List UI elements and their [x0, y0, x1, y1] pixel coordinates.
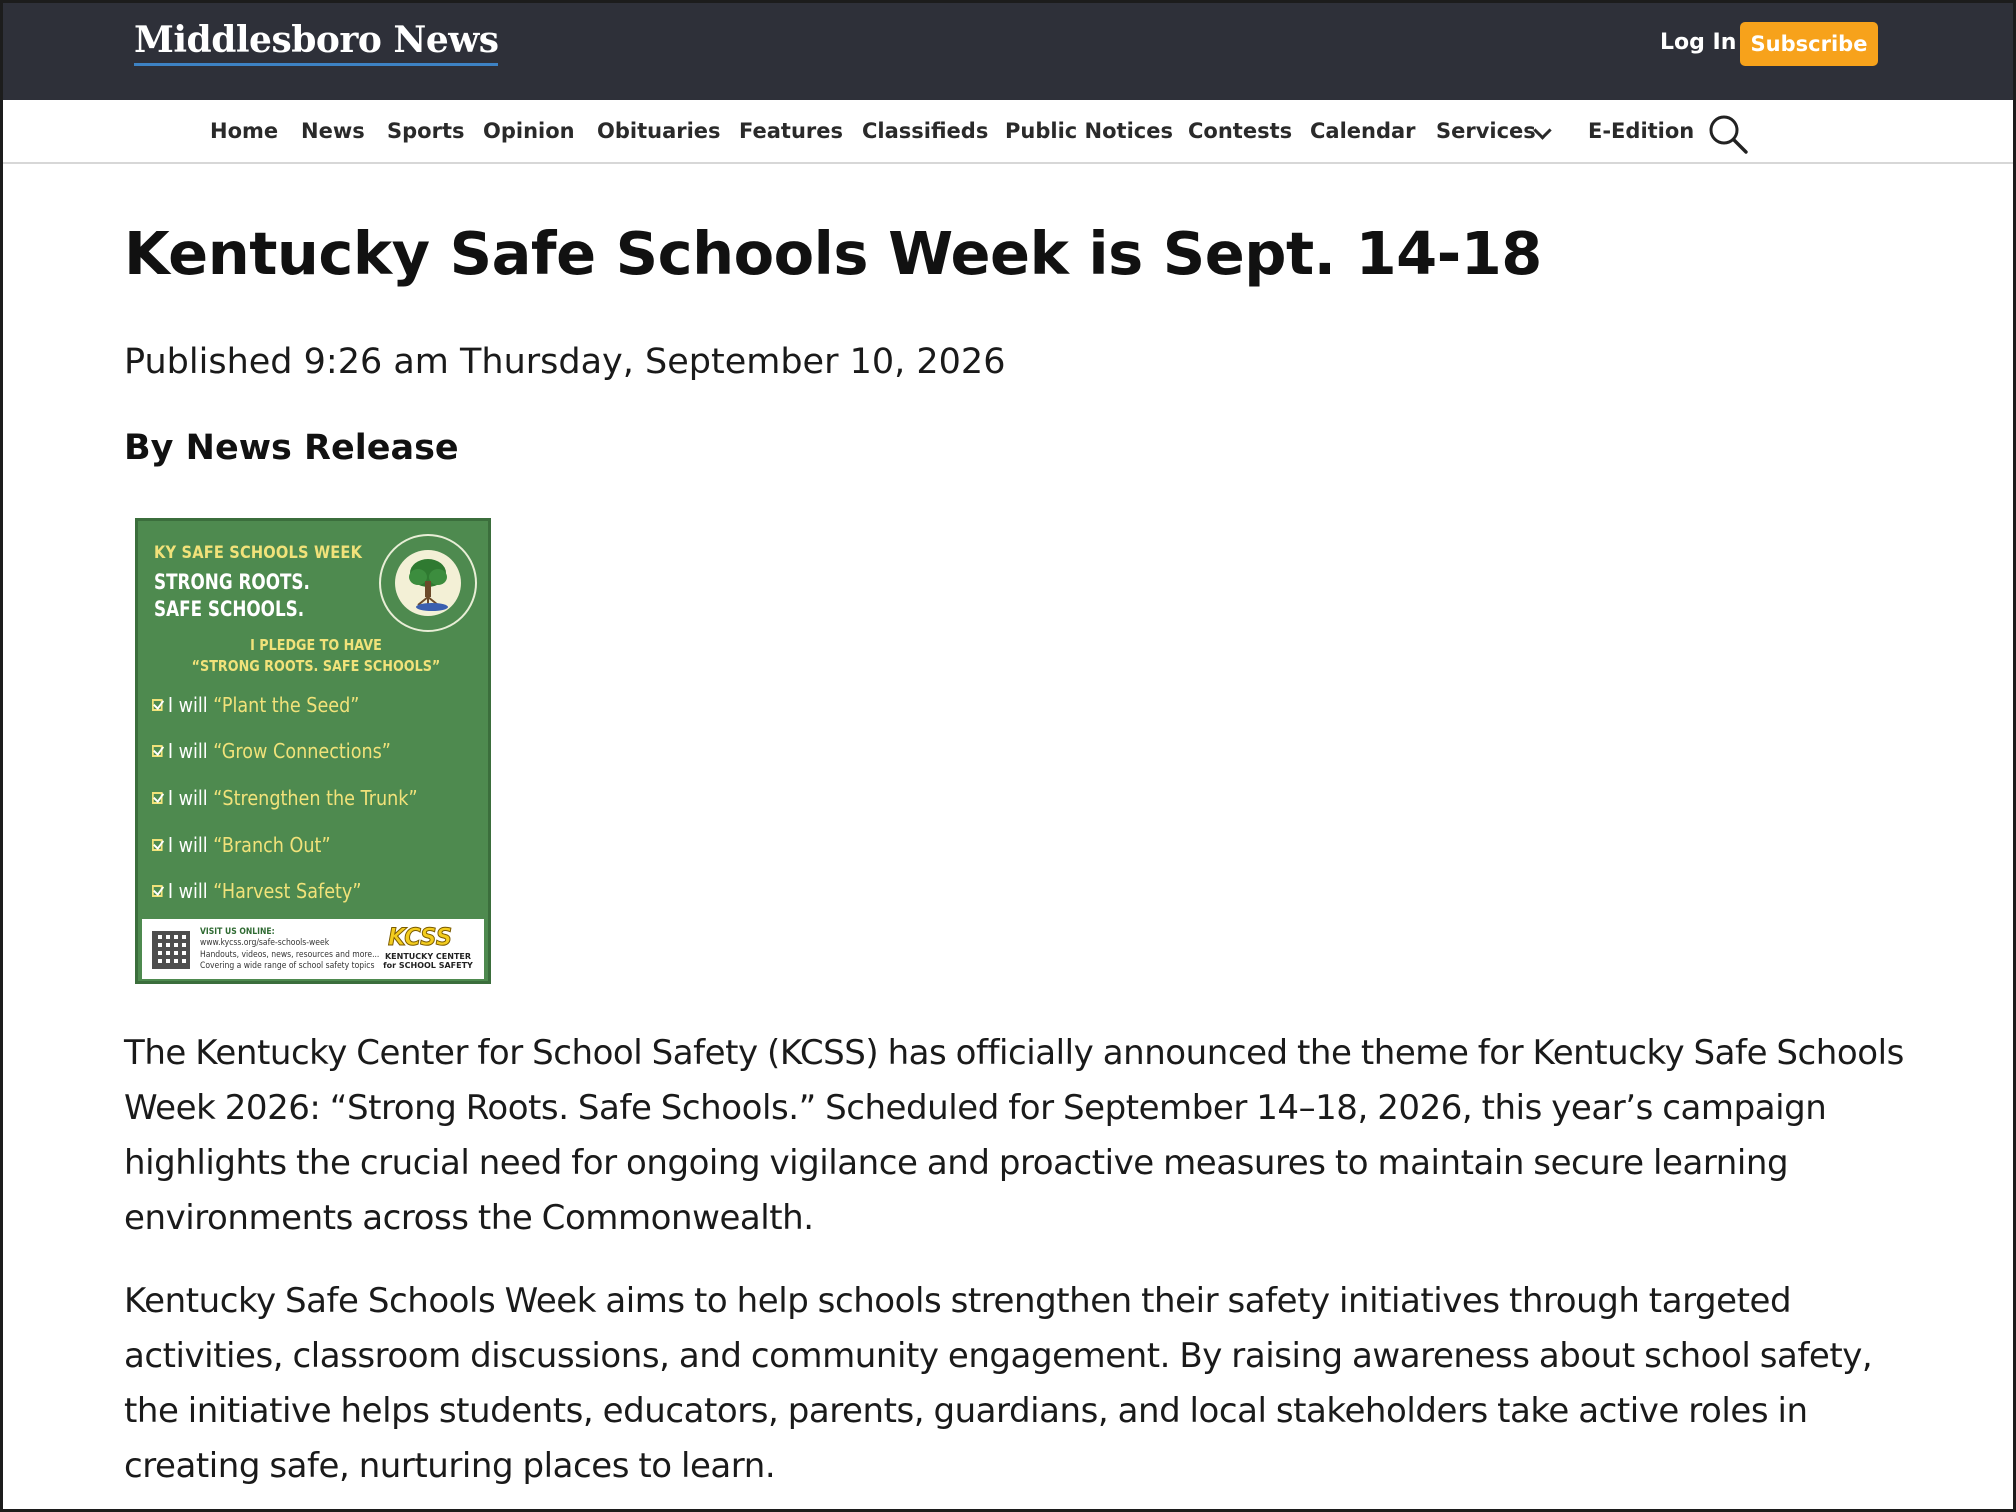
checkbox-icon	[152, 745, 163, 757]
poster-slogan: STRONG ROOTS. SAFE SCHOOLS.	[154, 570, 310, 621]
site-logo[interactable]: Middlesboro News	[134, 20, 498, 66]
nav-item-opinion[interactable]: Opinion	[483, 119, 575, 143]
nav-item-features[interactable]: Features	[739, 119, 843, 143]
article-image[interactable]	[135, 518, 491, 984]
kcss-logo: KCSS	[388, 923, 453, 951]
login-link[interactable]: Log In	[1660, 30, 1737, 55]
nav-item-services[interactable]: Services	[1436, 119, 1536, 143]
nav-item-classifieds[interactable]: Classifieds	[862, 119, 989, 143]
nav-item-contests[interactable]: Contests	[1188, 119, 1293, 143]
nav-item-calendar[interactable]: Calendar	[1310, 119, 1416, 143]
kcss-logo-caption: KENTUCKY CENTER for SCHOOL SAFETY	[383, 952, 473, 971]
article-paragraph: Kentucky Safe Schools Week aims to help schools strengthen their safety initiatives through targeted activities, classroom discussions, and community engagement. By raising awareness about school safety, the initiative helps students, educators, parents, guardians, and local stakeholders take active roles in creating safe, nurturing places to learn.	[124, 1281, 1873, 1486]
tree-seal-icon	[378, 533, 478, 633]
subscribe-button[interactable]: Subscribe	[1740, 22, 1878, 66]
nav-item-public-notices[interactable]: Public Notices	[1005, 119, 1173, 143]
qr-code-icon	[152, 931, 190, 969]
poster-pledge-item: I will “Plant the Seed”	[152, 693, 359, 717]
nav-item-e-edition[interactable]: E-Edition	[1588, 119, 1695, 143]
article-byline: By News Release	[124, 428, 459, 468]
checkbox-icon	[152, 839, 163, 851]
poster-title: KY SAFE SCHOOLS WEEK	[154, 543, 363, 563]
checkbox-icon	[152, 792, 163, 804]
poster-pledge: I PLEDGE TO HAVE “STRONG ROOTS. SAFE SCHOOLS”	[191, 636, 441, 676]
nav-item-home[interactable]: Home	[210, 119, 279, 143]
poster-pledge-item: I will “Harvest Safety”	[152, 879, 361, 903]
nav-item-news[interactable]: News	[301, 119, 365, 143]
search-icon[interactable]	[1706, 112, 1750, 156]
site-header	[0, 0, 2016, 100]
poster-visit-info: VISIT US ONLINE: www.kycss.org/safe-schools-week Handouts, videos, news, resources and more... Covering a wide range of school safety topics	[200, 927, 380, 971]
poster-footer	[142, 919, 484, 979]
article-paragraph: The Kentucky Center for School Safety (KCSS) has officially announced the theme for Kentucky Safe Schools Week 2026: “Strong Roots. Safe Schools.” Scheduled for September 14–18, 2026, this year’s campaign highlights the crucial need for ongoing vigilance and proactive measures to maintain secure learning environments across the Commonwealth.	[124, 1033, 1904, 1238]
published-date: Published 9:26 am Thursday, September 10, 2026	[124, 342, 1006, 382]
poster-pledge-item: I will “Branch Out”	[152, 833, 331, 857]
poster-pledge-item: I will “Grow Connections”	[152, 739, 391, 763]
poster-pledge-item: I will “Strengthen the Trunk”	[152, 786, 418, 810]
checkbox-icon	[152, 699, 163, 711]
article-headline: Kentucky Safe Schools Week is Sept. 14-18	[124, 219, 1542, 288]
checkbox-icon	[152, 885, 163, 897]
nav-item-obituaries[interactable]: Obituaries	[597, 119, 721, 143]
nav-item-sports[interactable]: Sports	[387, 119, 465, 143]
